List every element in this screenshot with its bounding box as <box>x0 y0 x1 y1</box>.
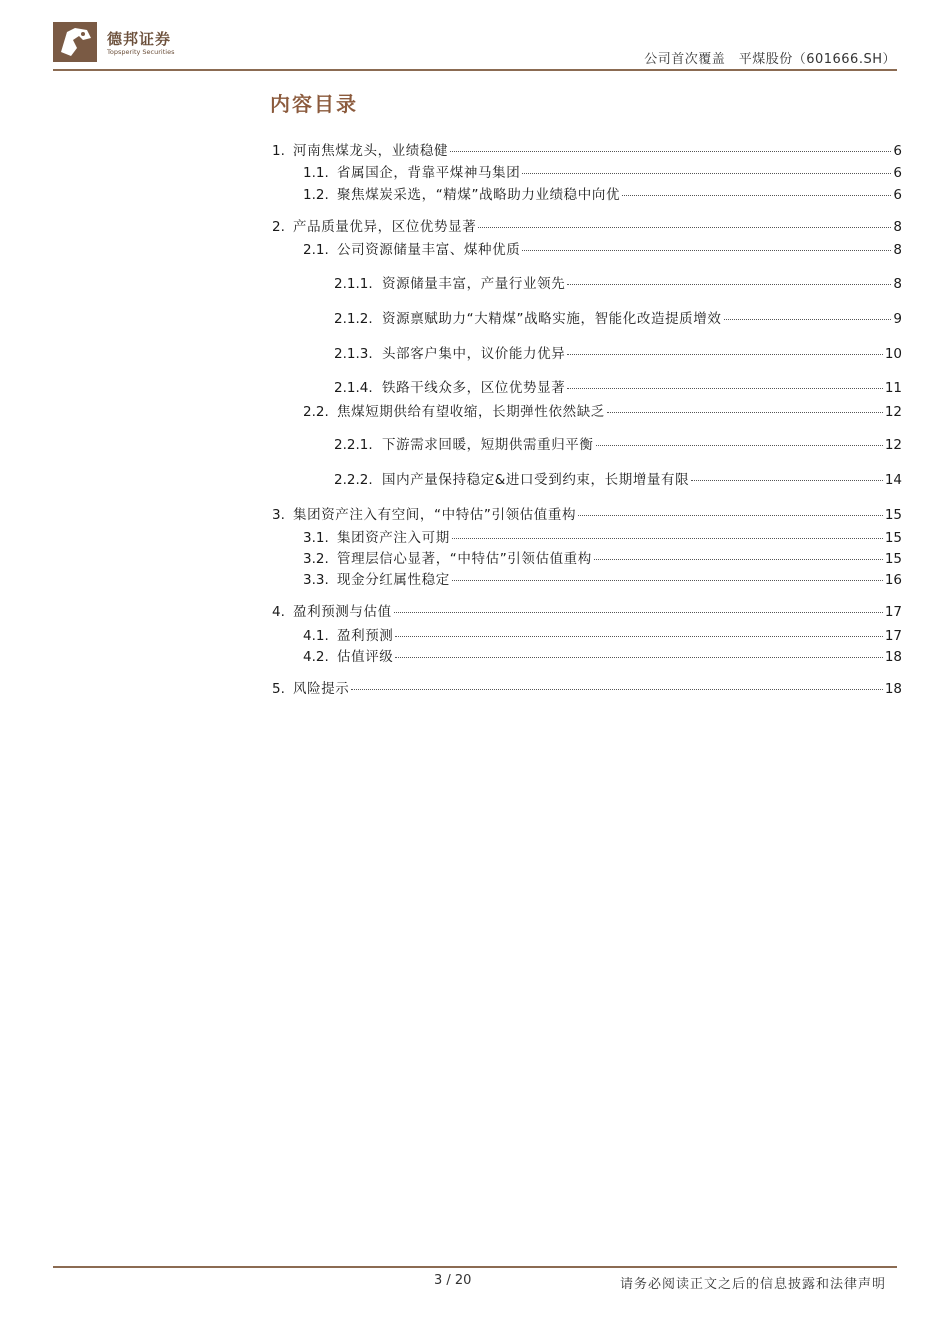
toc-item-text: 铁路干线众多，区位优势显著 <box>382 380 566 396</box>
toc-item-page: 6 <box>893 143 902 159</box>
toc-item[interactable] <box>334 345 902 363</box>
toc-item[interactable] <box>303 241 902 259</box>
toc-leader <box>522 173 891 174</box>
toc-item[interactable] <box>303 648 902 666</box>
toc-item-text: 资源储量丰富，产量行业领先 <box>382 276 566 292</box>
toc-leader <box>622 195 891 196</box>
toc-item-text: 资源禀赋助力“大精煤”战略实施，智能化改造提质增效 <box>382 311 722 327</box>
toc-item-page: 12 <box>884 437 902 453</box>
toc-leader <box>351 689 882 690</box>
toc-leader <box>567 354 883 355</box>
toc-item-number: 2.2. <box>303 404 329 420</box>
toc-item-page: 8 <box>893 276 902 292</box>
toc-item[interactable] <box>334 379 902 397</box>
toc-item-text: 产品质量优异，区位优势显著 <box>293 219 477 235</box>
toc-item[interactable] <box>272 218 902 236</box>
toc-item-text: 盈利预测与估值 <box>293 604 392 620</box>
page-indicator: 3 / 20 <box>434 1273 472 1288</box>
toc-item-page: 15 <box>884 530 902 546</box>
toc-item[interactable] <box>303 529 902 547</box>
toc-item-number: 3.3. <box>303 572 329 588</box>
toc-item-page: 15 <box>884 507 902 523</box>
toc-item[interactable] <box>303 164 902 182</box>
toc-leader <box>691 480 883 481</box>
toc-item-page: 9 <box>893 311 902 327</box>
toc-item-text: 省属国企，背靠平煤神马集团 <box>337 165 521 181</box>
toc-item-text: 管理层信心显著，“中特估”引领估值重构 <box>337 551 592 567</box>
toc-leader <box>596 445 883 446</box>
toc-leader <box>452 580 883 581</box>
toc-item-text: 头部客户集中，议价能力优异 <box>382 346 566 362</box>
toc-item-number: 1.1. <box>303 165 329 181</box>
toc-item-text: 下游需求回暖，短期供需重归平衡 <box>382 437 594 453</box>
toc-item-page: 10 <box>884 346 902 362</box>
toc-item-page: 11 <box>884 380 902 396</box>
toc-leader <box>567 388 883 389</box>
toc-item[interactable] <box>334 310 902 328</box>
toc-leader <box>522 250 891 251</box>
toc-item[interactable] <box>303 550 902 568</box>
toc-item-page: 14 <box>884 472 902 488</box>
toc-item-page: 8 <box>893 242 902 258</box>
toc-leader <box>567 284 891 285</box>
logo-text-cn: 德邦证券 <box>107 30 172 48</box>
toc-item-number: 2.2.1. <box>334 437 373 453</box>
toc-item-number: 2.1.2. <box>334 311 373 327</box>
toc-item-number: 4.2. <box>303 649 329 665</box>
report-title: 公司首次覆盖 平煤股份（601666.SH） <box>644 52 896 67</box>
logo-text-en: Topsperity Securities <box>107 48 175 56</box>
toc-leader <box>395 636 882 637</box>
toc-item[interactable] <box>334 471 902 489</box>
toc-item[interactable] <box>303 186 902 204</box>
toc-item-page: 15 <box>884 551 902 567</box>
toc-item-text: 现金分红属性稳定 <box>337 572 450 588</box>
toc-item-number: 2. <box>272 219 285 235</box>
toc-leader <box>578 515 883 516</box>
toc-item-text: 集团资产注入可期 <box>337 530 450 546</box>
toc-item-text: 焦煤短期供给有望收缩，长期弹性依然缺乏 <box>337 404 605 420</box>
toc-leader <box>607 412 883 413</box>
toc-item-number: 4.1. <box>303 628 329 644</box>
toc-item-page: 18 <box>884 681 902 697</box>
toc-item-page: 17 <box>884 604 902 620</box>
toc-item-text: 聚焦煤炭采选，“精煤”战略助力业绩稳中向优 <box>337 187 621 203</box>
toc-item-page: 6 <box>893 187 902 203</box>
toc-item[interactable] <box>303 571 902 589</box>
toc-item-page: 12 <box>884 404 902 420</box>
toc-item-page: 6 <box>893 165 902 181</box>
toc-item[interactable] <box>272 680 902 698</box>
toc-leader <box>478 227 891 228</box>
toc-item[interactable] <box>272 506 902 524</box>
toc-item-number: 3.2. <box>303 551 329 567</box>
toc-item-text: 风险提示 <box>293 681 350 697</box>
toc-title: 内容目录 <box>270 92 358 116</box>
toc-item[interactable] <box>272 603 902 621</box>
toc-item[interactable] <box>334 275 902 293</box>
toc-item-number: 3. <box>272 507 285 523</box>
toc-item[interactable] <box>303 627 902 645</box>
toc-leader <box>724 319 892 320</box>
toc-item[interactable] <box>272 142 902 160</box>
toc-item-number: 2.1.4. <box>334 380 373 396</box>
toc-item-number: 2.1. <box>303 242 329 258</box>
toc-item-text: 集团资产注入有空间，“中特估”引领估值重构 <box>293 507 577 523</box>
toc-item-number: 3.1. <box>303 530 329 546</box>
toc-leader <box>594 559 883 560</box>
toc-item-page: 16 <box>884 572 902 588</box>
toc-item-number: 2.2.2. <box>334 472 373 488</box>
toc-item-page: 18 <box>884 649 902 665</box>
toc-item-number: 2.1.1. <box>334 276 373 292</box>
toc-item-number: 1. <box>272 143 285 159</box>
toc-item-page: 8 <box>893 219 902 235</box>
footer-divider <box>53 1266 897 1268</box>
toc-item-text: 国内产量保持稳定&进口受到约束，长期增量有限 <box>382 472 690 488</box>
toc-leader <box>394 612 883 613</box>
toc-item-number: 4. <box>272 604 285 620</box>
disclaimer-text: 请务必阅读正文之后的信息披露和法律声明 <box>619 1277 886 1292</box>
toc-item-text: 河南焦煤龙头，业绩稳健 <box>293 143 449 159</box>
toc-item-number: 2.1.3. <box>334 346 373 362</box>
toc-item-number: 1.2. <box>303 187 329 203</box>
toc-item-text: 估值评级 <box>337 649 394 665</box>
toc-item-text: 公司资源储量丰富、煤种优质 <box>337 242 521 258</box>
toc-item-page: 17 <box>884 628 902 644</box>
toc-item[interactable] <box>334 436 902 454</box>
toc-leader <box>395 657 882 658</box>
toc-item-text: 盈利预测 <box>337 628 394 644</box>
toc-leader <box>450 151 891 152</box>
toc-item-number: 5. <box>272 681 285 697</box>
toc-item[interactable] <box>303 403 902 421</box>
toc-leader <box>452 538 883 539</box>
